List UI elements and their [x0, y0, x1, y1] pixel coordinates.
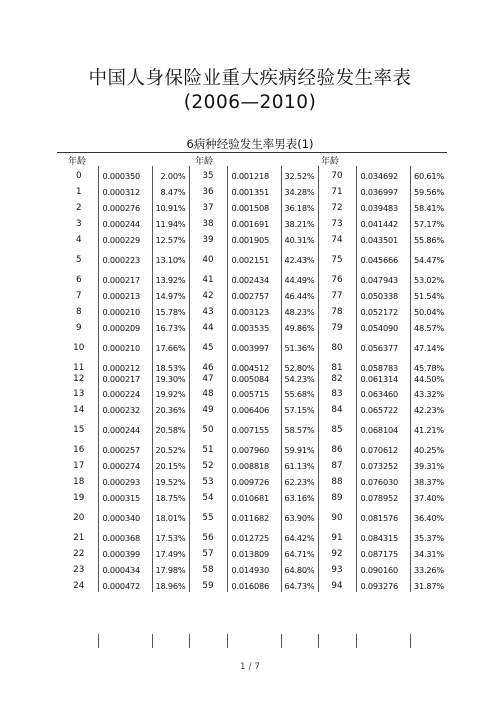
- ratio-cell: 19.52%: [152, 472, 189, 488]
- ratio-cell: 44.50%: [410, 374, 447, 384]
- ratio-cell: 40.25%: [410, 440, 447, 456]
- age-cell: 75: [318, 250, 356, 270]
- rate-cell: 0.076030: [356, 472, 410, 488]
- age-cell: 4: [75, 235, 82, 245]
- rate-cell: 0.005715: [227, 384, 281, 400]
- age-cell: 19: [73, 493, 85, 503]
- ratio-cell: 17.66%: [152, 338, 189, 358]
- table-row: [60, 270, 447, 286]
- rate-cell: 0.003997: [227, 338, 281, 358]
- rate-cell: 0.009726: [227, 472, 281, 488]
- rate-cell: 0.084315: [356, 528, 410, 544]
- table-row: [60, 528, 447, 544]
- ratio-cell: 55.86%: [410, 230, 447, 250]
- rate-cell: 0.000212: [98, 358, 152, 374]
- table-row: [60, 576, 447, 592]
- age-cell: 20: [73, 513, 85, 523]
- ratio-cell: 18.75%: [152, 488, 189, 508]
- rate-cell: 0.000274: [98, 456, 152, 472]
- rate-cell: 0.004512: [227, 358, 281, 374]
- age-cell: 92: [318, 544, 356, 560]
- rate-cell: 0.087175: [356, 544, 410, 560]
- ratio-cell: 54.47%: [410, 250, 447, 270]
- age-cell: 7: [75, 291, 82, 301]
- rate-cell: 0.000315: [98, 488, 152, 508]
- age-cell: 74: [318, 230, 356, 250]
- ratio-cell: 64.73%: [281, 576, 318, 592]
- rate-cell: 0.054090: [356, 318, 410, 338]
- ratio-cell: 46.44%: [281, 286, 318, 302]
- age-cell: 77: [318, 286, 356, 302]
- ratio-cell: 51.54%: [410, 286, 447, 302]
- rate-cell: 0.000224: [98, 384, 152, 400]
- age-cell: 93: [318, 560, 356, 576]
- rate-cell: 0.000232: [98, 400, 152, 420]
- table-row: [60, 230, 447, 250]
- age-cell: 57: [189, 544, 227, 560]
- rate-cell: 0.000434: [98, 560, 152, 576]
- age-cell: 1: [75, 187, 82, 197]
- rate-cell: 0.003123: [227, 302, 281, 318]
- ratio-cell: 13.10%: [152, 250, 189, 270]
- age-cell: 78: [318, 302, 356, 318]
- ratio-cell: 14.97%: [152, 286, 189, 302]
- age-cell: 14: [73, 405, 85, 415]
- age-cell: 52: [189, 456, 227, 472]
- table-subtitle: 6病种经验发生率男表(1): [186, 137, 314, 151]
- ratio-cell: 55.68%: [281, 384, 318, 400]
- document-title: 中国人身保险业重大疾病经验发生率表: [88, 68, 412, 89]
- age-cell: 40: [189, 250, 227, 270]
- ratio-cell: 13.92%: [152, 270, 189, 286]
- ratio-cell: 58.57%: [281, 420, 318, 440]
- age-cell: 54: [189, 488, 227, 508]
- rate-cell: 0.090160: [356, 560, 410, 576]
- table-row: [60, 456, 447, 472]
- ratio-cell: 20.58%: [152, 420, 189, 440]
- ratio-cell: 11.94%: [152, 214, 189, 230]
- ratio-cell: 54.23%: [281, 374, 318, 384]
- rate-cell: 0.000229: [98, 230, 152, 250]
- age-cell: 58: [189, 560, 227, 576]
- table-row: [60, 318, 447, 338]
- age-cell: 73: [318, 214, 356, 230]
- rate-cell: 0.002757: [227, 286, 281, 302]
- age-cell: 17: [73, 461, 85, 471]
- age-cell: 94: [318, 576, 356, 592]
- rate-cell: 0.008818: [227, 456, 281, 472]
- rate-cell: 0.000223: [98, 250, 152, 270]
- ratio-cell: 63.90%: [281, 508, 318, 528]
- age-cell: 91: [318, 528, 356, 544]
- ratio-cell: 2.00%: [152, 166, 189, 182]
- age-cell: 53: [189, 472, 227, 488]
- table-row: [60, 198, 447, 214]
- age-cell: 88: [318, 472, 356, 488]
- age-cell: 18: [73, 477, 85, 487]
- table-row: [60, 488, 447, 508]
- rate-cell: 0.000368: [98, 528, 152, 544]
- ratio-cell: 64.42%: [281, 528, 318, 544]
- rate-cell: 0.041442: [356, 214, 410, 230]
- table-row: [60, 358, 447, 374]
- ratio-cell: 20.52%: [152, 440, 189, 456]
- table-row: [60, 544, 447, 560]
- table-row: [60, 508, 447, 528]
- column-rule: [189, 634, 190, 648]
- ratio-cell: 53.02%: [410, 270, 447, 286]
- rate-cell: 0.000472: [98, 576, 152, 592]
- ratio-cell: 47.14%: [410, 338, 447, 358]
- column-rule: [227, 634, 228, 648]
- table-row: [60, 250, 447, 270]
- rate-cell: 0.000209: [98, 318, 152, 338]
- rate-cell: 0.000217: [98, 374, 152, 384]
- rate-cell: 0.005084: [227, 374, 281, 384]
- age-cell: 37: [189, 198, 227, 214]
- ratio-cell: 64.71%: [281, 544, 318, 560]
- age-header-1: 年龄: [68, 157, 87, 167]
- rate-cell: 0.011682: [227, 508, 281, 528]
- table-row: [60, 166, 447, 182]
- ratio-cell: 38.37%: [410, 472, 447, 488]
- ratio-cell: 52.80%: [281, 358, 318, 374]
- ratio-cell: 32.52%: [281, 166, 318, 182]
- age-cell: 51: [189, 440, 227, 456]
- rate-cell: 0.000257: [98, 440, 152, 456]
- rate-cell: 0.006406: [227, 400, 281, 420]
- ratio-cell: 40.31%: [281, 230, 318, 250]
- table-body: [60, 166, 447, 592]
- column-rule: [318, 634, 319, 648]
- age-cell: 43: [189, 302, 227, 318]
- age-cell: 42: [189, 286, 227, 302]
- age-cell: 87: [318, 456, 356, 472]
- table-row: [60, 420, 447, 440]
- rate-cell: 0.036997: [356, 182, 410, 198]
- ratio-cell: 62.23%: [281, 472, 318, 488]
- ratio-cell: 31.87%: [410, 576, 447, 592]
- age-header-3: 年龄: [321, 157, 340, 167]
- rate-cell: 0.050338: [356, 286, 410, 302]
- ratio-cell: 36.40%: [410, 508, 447, 528]
- table-row: [60, 472, 447, 488]
- ratio-cell: 18.96%: [152, 576, 189, 592]
- ratio-cell: 18.01%: [152, 508, 189, 528]
- ratio-cell: 20.36%: [152, 400, 189, 420]
- rate-cell: 0.063460: [356, 384, 410, 400]
- rate-cell: 0.058783: [356, 358, 410, 374]
- rate-cell: 0.043501: [356, 230, 410, 250]
- ratio-cell: 20.15%: [152, 456, 189, 472]
- rate-cell: 0.045666: [356, 250, 410, 270]
- rate-cell: 0.000244: [98, 420, 152, 440]
- age-cell: 10: [73, 343, 85, 353]
- table-row: [60, 440, 447, 456]
- rate-cell: 0.000244: [98, 214, 152, 230]
- age-cell: 15: [73, 425, 85, 435]
- table-row: [60, 384, 447, 400]
- age-cell: 13: [73, 389, 85, 399]
- rate-cell: 0.001691: [227, 214, 281, 230]
- age-cell: 71: [318, 182, 356, 198]
- age-cell: 90: [318, 508, 356, 528]
- rate-cell: 0.047943: [356, 270, 410, 286]
- age-cell: 41: [189, 270, 227, 286]
- rate-cell: 0.000312: [98, 182, 152, 198]
- rate-cell: 0.012725: [227, 528, 281, 544]
- ratio-cell: 41.21%: [410, 420, 447, 440]
- ratio-cell: 34.31%: [410, 544, 447, 560]
- rate-cell: 0.093276: [356, 576, 410, 592]
- rate-cell: 0.001351: [227, 182, 281, 198]
- ratio-cell: 45.78%: [410, 358, 447, 374]
- age-cell: 70: [318, 166, 356, 182]
- rate-cell: 0.073252: [356, 456, 410, 472]
- ratio-cell: 8.47%: [152, 182, 189, 198]
- age-cell: 49: [189, 400, 227, 420]
- ratio-cell: 64.80%: [281, 560, 318, 576]
- ratio-cell: 51.36%: [281, 338, 318, 358]
- age-cell: 12: [73, 374, 85, 384]
- ratio-cell: 16.73%: [152, 318, 189, 338]
- rate-cell: 0.002434: [227, 270, 281, 286]
- table-row: [60, 182, 447, 198]
- age-cell: 44: [189, 318, 227, 338]
- age-cell: 79: [318, 318, 356, 338]
- age-cell: 0: [75, 171, 82, 181]
- column-rule: [98, 634, 99, 648]
- age-cell: 89: [318, 488, 356, 508]
- rate-cell: 0.000399: [98, 544, 152, 560]
- age-cell: 36: [189, 182, 227, 198]
- table-top-rule: [57, 152, 447, 153]
- age-cell: 6: [75, 275, 82, 285]
- ratio-cell: 10.91%: [152, 198, 189, 214]
- age-cell: 59: [189, 576, 227, 592]
- age-cell: 47: [189, 374, 227, 384]
- ratio-cell: 49.86%: [281, 318, 318, 338]
- rate-cell: 0.068104: [356, 420, 410, 440]
- rate-cell: 0.034692: [356, 166, 410, 182]
- rate-cell: 0.001508: [227, 198, 281, 214]
- rate-cell: 0.000276: [98, 198, 152, 214]
- age-cell: 72: [318, 198, 356, 214]
- age-cell: 76: [318, 270, 356, 286]
- age-cell: 85: [318, 420, 356, 440]
- incidence-table: [60, 166, 447, 592]
- ratio-cell: 18.53%: [152, 358, 189, 374]
- rate-cell: 0.000350: [98, 166, 152, 182]
- age-cell: 80: [318, 338, 356, 358]
- age-cell: 22: [73, 549, 85, 559]
- column-rule: [410, 634, 411, 648]
- ratio-cell: 57.15%: [281, 400, 318, 420]
- age-header-2: 年龄: [195, 157, 214, 167]
- table-row: [60, 286, 447, 302]
- column-rule: [356, 634, 357, 648]
- ratio-cell: 42.43%: [281, 250, 318, 270]
- page-number: 1 / 7: [239, 662, 261, 672]
- table-row: [60, 302, 447, 318]
- ratio-cell: 37.40%: [410, 488, 447, 508]
- rate-cell: 0.000210: [98, 302, 152, 318]
- ratio-cell: 48.57%: [410, 318, 447, 338]
- rate-cell: 0.001218: [227, 166, 281, 182]
- age-cell: 86: [318, 440, 356, 456]
- rate-cell: 0.000217: [98, 270, 152, 286]
- rate-cell: 0.078952: [356, 488, 410, 508]
- age-cell: 55: [189, 508, 227, 528]
- rate-cell: 0.002151: [227, 250, 281, 270]
- ratio-cell: 36.18%: [281, 198, 318, 214]
- ratio-cell: 39.31%: [410, 456, 447, 472]
- rate-cell: 0.000210: [98, 338, 152, 358]
- rate-cell: 0.065722: [356, 400, 410, 420]
- rate-cell: 0.052172: [356, 302, 410, 318]
- age-cell: 5: [75, 255, 82, 265]
- ratio-cell: 19.30%: [152, 374, 189, 384]
- ratio-cell: 42.23%: [410, 400, 447, 420]
- table-row: [60, 560, 447, 576]
- rate-cell: 0.000293: [98, 472, 152, 488]
- rate-cell: 0.001905: [227, 230, 281, 250]
- age-cell: 81: [318, 358, 356, 374]
- ratio-cell: 35.37%: [410, 528, 447, 544]
- age-cell: 82: [318, 374, 356, 384]
- table-row: [60, 374, 447, 384]
- ratio-cell: 33.26%: [410, 560, 447, 576]
- ratio-cell: 34.28%: [281, 182, 318, 198]
- age-cell: 46: [189, 358, 227, 374]
- age-cell: 56: [189, 528, 227, 544]
- age-cell: 8: [75, 307, 82, 317]
- ratio-cell: 59.91%: [281, 440, 318, 456]
- age-cell: 9: [75, 323, 82, 333]
- ratio-cell: 19.92%: [152, 384, 189, 400]
- age-cell: 21: [73, 533, 85, 543]
- ratio-cell: 44.49%: [281, 270, 318, 286]
- rate-cell: 0.070612: [356, 440, 410, 456]
- rate-cell: 0.016086: [227, 576, 281, 592]
- age-cell: 23: [73, 565, 85, 575]
- ratio-cell: 17.98%: [152, 560, 189, 576]
- age-cell: 39: [189, 230, 227, 250]
- age-cell: 2: [75, 203, 82, 213]
- rate-cell: 0.010681: [227, 488, 281, 508]
- column-rule: [281, 634, 282, 648]
- rate-cell: 0.014930: [227, 560, 281, 576]
- ratio-cell: 58.41%: [410, 198, 447, 214]
- ratio-cell: 50.04%: [410, 302, 447, 318]
- age-cell: 38: [189, 214, 227, 230]
- age-cell: 48: [189, 384, 227, 400]
- table-row: [60, 214, 447, 230]
- rate-cell: 0.056377: [356, 338, 410, 358]
- ratio-cell: 43.32%: [410, 384, 447, 400]
- ratio-cell: 48.23%: [281, 302, 318, 318]
- ratio-cell: 17.53%: [152, 528, 189, 544]
- rate-cell: 0.039483: [356, 198, 410, 214]
- age-cell: 24: [73, 581, 85, 591]
- document-title-years: (2006—2010): [183, 92, 317, 113]
- ratio-cell: 60.61%: [410, 166, 447, 182]
- table-tail-rules: [60, 634, 447, 648]
- ratio-cell: 15.78%: [152, 302, 189, 318]
- rate-cell: 0.007155: [227, 420, 281, 440]
- table-row: [60, 338, 447, 358]
- ratio-cell: 12.57%: [152, 230, 189, 250]
- age-cell: 3: [75, 219, 82, 229]
- rate-cell: 0.061314: [356, 374, 410, 384]
- table-row: [60, 400, 447, 420]
- ratio-cell: 17.49%: [152, 544, 189, 560]
- rate-cell: 0.003535: [227, 318, 281, 338]
- age-cell: 45: [189, 338, 227, 358]
- age-cell: 84: [318, 400, 356, 420]
- ratio-cell: 61.13%: [281, 456, 318, 472]
- ratio-cell: 63.16%: [281, 488, 318, 508]
- age-cell: 16: [73, 445, 85, 455]
- rate-cell: 0.007960: [227, 440, 281, 456]
- ratio-cell: 38.21%: [281, 214, 318, 230]
- rate-cell: 0.000340: [98, 508, 152, 528]
- age-cell: 83: [318, 384, 356, 400]
- column-rule: [152, 634, 153, 648]
- age-cell: 35: [189, 166, 227, 182]
- age-cell: 50: [189, 420, 227, 440]
- ratio-cell: 59.56%: [410, 182, 447, 198]
- age-cell: 11: [73, 363, 85, 373]
- rate-cell: 0.081576: [356, 508, 410, 528]
- ratio-cell: 57.17%: [410, 214, 447, 230]
- rate-cell: 0.000213: [98, 286, 152, 302]
- rate-cell: 0.013809: [227, 544, 281, 560]
